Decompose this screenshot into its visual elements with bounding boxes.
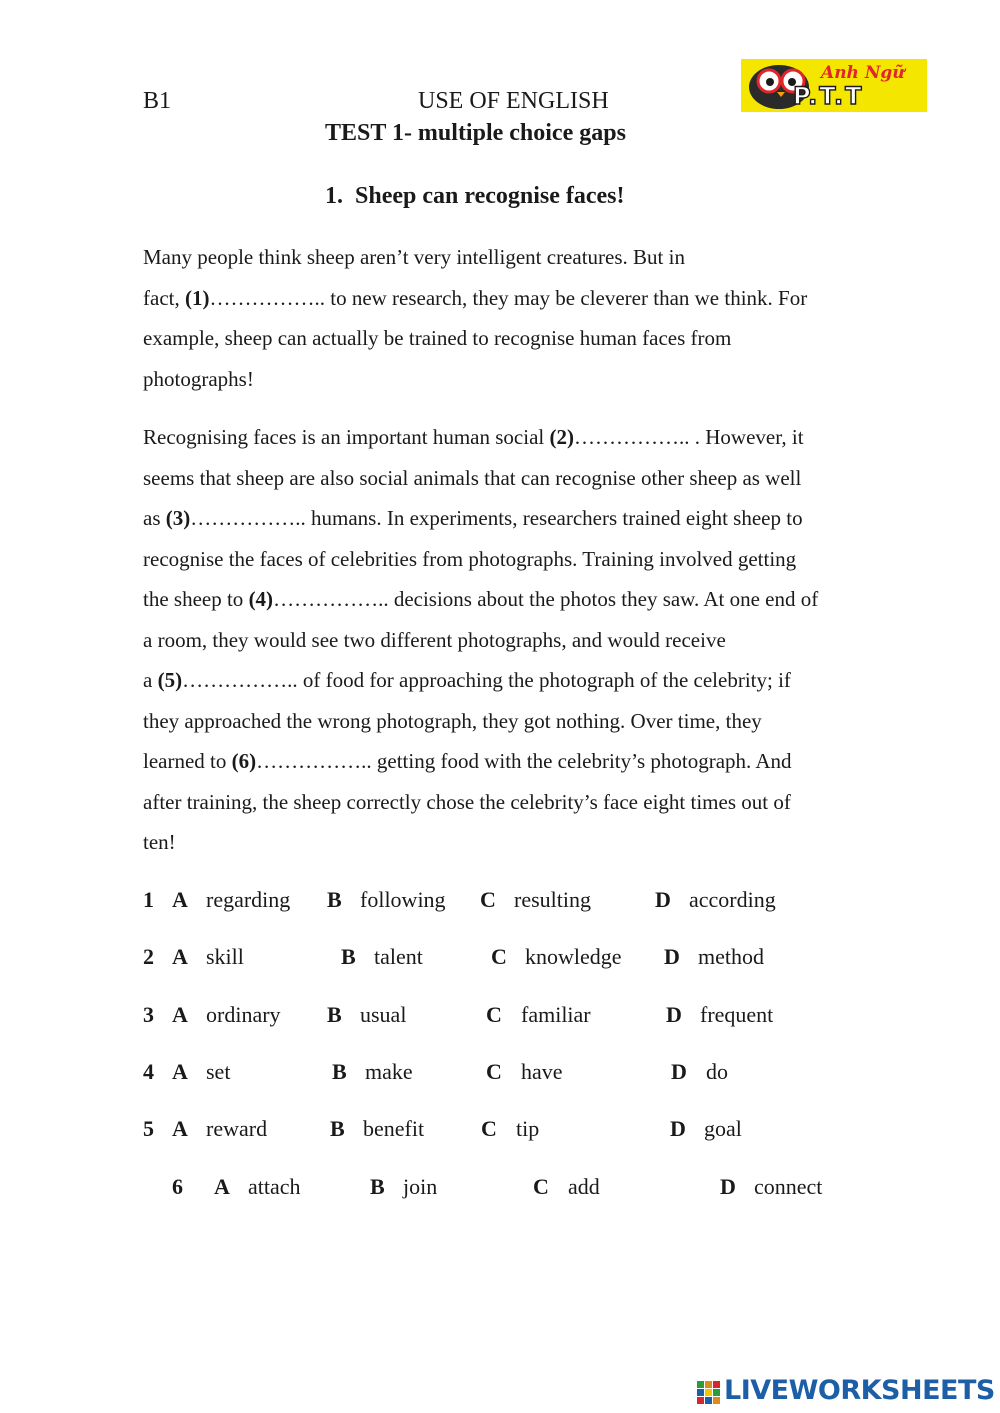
question-number: 5	[143, 1116, 154, 1141]
option-word[interactable]: benefit	[363, 1116, 425, 1141]
passage-title	[325, 183, 625, 210]
text-line	[143, 741, 913, 782]
text-segment: a	[143, 668, 158, 692]
option-letter: D	[666, 1002, 682, 1027]
option-letter: A	[214, 1174, 230, 1199]
text-line	[143, 539, 913, 580]
option-word[interactable]: set	[206, 1059, 231, 1084]
option-letter: B	[341, 944, 356, 969]
question-number: 2	[143, 944, 154, 969]
question-number: 1	[143, 887, 154, 912]
section-title: USE OF ENGLISH	[418, 88, 609, 114]
text-line	[143, 318, 913, 359]
text-segment: Recognising faces is an important human social	[143, 425, 550, 449]
option-word[interactable]: following	[360, 887, 446, 912]
option-word[interactable]: connect	[754, 1174, 823, 1199]
option-word[interactable]: attach	[248, 1174, 301, 1199]
option-letter: D	[670, 1116, 686, 1141]
option-letter: C	[491, 944, 507, 969]
logo-bottom-text: P.T.T	[793, 82, 864, 110]
option-letter: C	[486, 1059, 502, 1084]
text-segment: Many people think sheep aren’t very intelligent creatures. But in	[143, 245, 685, 269]
text-line	[143, 660, 913, 701]
question-number: 3	[143, 1002, 154, 1027]
option-word[interactable]: add	[568, 1174, 600, 1199]
passage-title-text: Sheep can recognise faces!	[355, 183, 625, 209]
text-segment: …………….. of food for approaching the photograph of the celebrity; if	[182, 668, 791, 692]
text-line	[143, 237, 913, 278]
passage-number: 1.	[325, 183, 343, 209]
gap-number: (2)	[549, 425, 574, 449]
gap-number: (5)	[157, 668, 183, 692]
text-line	[143, 822, 913, 863]
question-number: 4	[143, 1059, 154, 1084]
option-letter: B	[330, 1116, 345, 1141]
text-line	[143, 458, 913, 499]
option-letter: B	[327, 1002, 342, 1027]
option-letter: D	[655, 887, 671, 912]
option-word[interactable]: goal	[704, 1116, 742, 1141]
option-letter: C	[486, 1002, 502, 1027]
question-number: 6	[172, 1174, 183, 1199]
option-word[interactable]: frequent	[700, 1002, 774, 1027]
gap-number: (3)	[165, 506, 191, 530]
option-word[interactable]: regarding	[206, 887, 291, 912]
text-line	[143, 579, 913, 620]
footer-brand-logo	[696, 1375, 995, 1406]
option-word[interactable]: have	[521, 1059, 563, 1084]
paragraph-2	[143, 417, 913, 863]
text-line	[143, 498, 913, 539]
option-word[interactable]: tip	[516, 1116, 540, 1141]
option-letter: D	[720, 1174, 736, 1199]
text-line	[143, 782, 913, 823]
option-word[interactable]: according	[689, 887, 776, 912]
option-letter: D	[664, 944, 680, 969]
logo-top-text: Anh Ngữ	[821, 63, 905, 83]
text-segment: …………….. decisions about the photos they saw. At one end of	[273, 587, 819, 611]
footer-brand-text: LIVEWORKSHEETS	[724, 1375, 995, 1406]
option-word[interactable]: knowledge	[525, 944, 622, 969]
gap-number: (4)	[248, 587, 274, 611]
option-letter: A	[172, 1116, 188, 1141]
text-segment: fact,	[143, 285, 185, 310]
school-logo	[741, 59, 927, 112]
option-letter: B	[327, 887, 342, 912]
option-letter: A	[172, 944, 188, 969]
text-segment: …………….. to new research, they may be cleverer than we think. For	[209, 285, 808, 310]
option-letter: D	[671, 1059, 687, 1084]
level-label: B1	[143, 88, 172, 114]
option-word[interactable]: method	[698, 944, 764, 969]
text-segment: recognise the faces of celebrities from photographs. Training involved getting	[143, 546, 797, 571]
test-title: TEST 1- multiple choice gaps	[325, 120, 626, 146]
gap-number: (1)	[184, 285, 210, 310]
liveworksheets-icon	[696, 1376, 722, 1406]
option-letter: A	[172, 1002, 188, 1027]
text-segment: learned to	[143, 749, 232, 773]
option-letter: C	[533, 1174, 549, 1199]
option-word[interactable]: reward	[206, 1116, 268, 1141]
text-line	[143, 701, 913, 742]
option-word[interactable]: do	[706, 1059, 728, 1084]
option-word[interactable]: skill	[206, 944, 244, 969]
text-line	[143, 620, 913, 661]
option-letter: B	[370, 1174, 385, 1199]
text-segment: they approached the wrong photograph, they got nothing. Over time, they	[143, 708, 762, 733]
text-line	[143, 417, 913, 458]
text-segment: seems that sheep are also social animals that can recognise other sheep as well	[143, 465, 802, 490]
text-segment: after training, the sheep correctly chose the celebrity’s face eight times out of	[143, 789, 791, 814]
option-letter: B	[332, 1059, 347, 1084]
text-segment: photographs!	[143, 366, 254, 391]
option-letter: C	[480, 887, 496, 912]
option-word[interactable]: talent	[374, 944, 423, 969]
text-line	[143, 278, 913, 319]
text-segment: example, sheep can actually be trained to recognise human faces from	[143, 326, 732, 350]
text-segment: as	[143, 506, 166, 530]
option-word[interactable]: make	[365, 1059, 413, 1084]
text-segment: the sheep to	[143, 587, 249, 611]
gap-number: (6)	[231, 749, 257, 773]
option-word[interactable]: familiar	[521, 1002, 591, 1027]
option-word[interactable]: usual	[360, 1002, 407, 1027]
option-letter: A	[172, 887, 188, 912]
text-segment: …………….. . However, it	[574, 425, 804, 449]
text-segment: a room, they would see two different photographs, and would receive	[143, 627, 726, 652]
text-line	[143, 359, 913, 400]
text-segment: …………….. getting food with the celebrity’s photograph. And	[256, 749, 792, 773]
text-segment: …………….. humans. In experiments, researchers trained eight sheep to	[190, 506, 803, 530]
paragraph-1	[143, 237, 913, 399]
option-letter: A	[172, 1059, 188, 1084]
option-letter: C	[481, 1116, 497, 1141]
option-word[interactable]: ordinary	[206, 1002, 281, 1027]
text-segment: ten!	[143, 830, 176, 854]
option-word[interactable]: join	[403, 1174, 438, 1199]
option-word[interactable]: resulting	[514, 887, 591, 912]
